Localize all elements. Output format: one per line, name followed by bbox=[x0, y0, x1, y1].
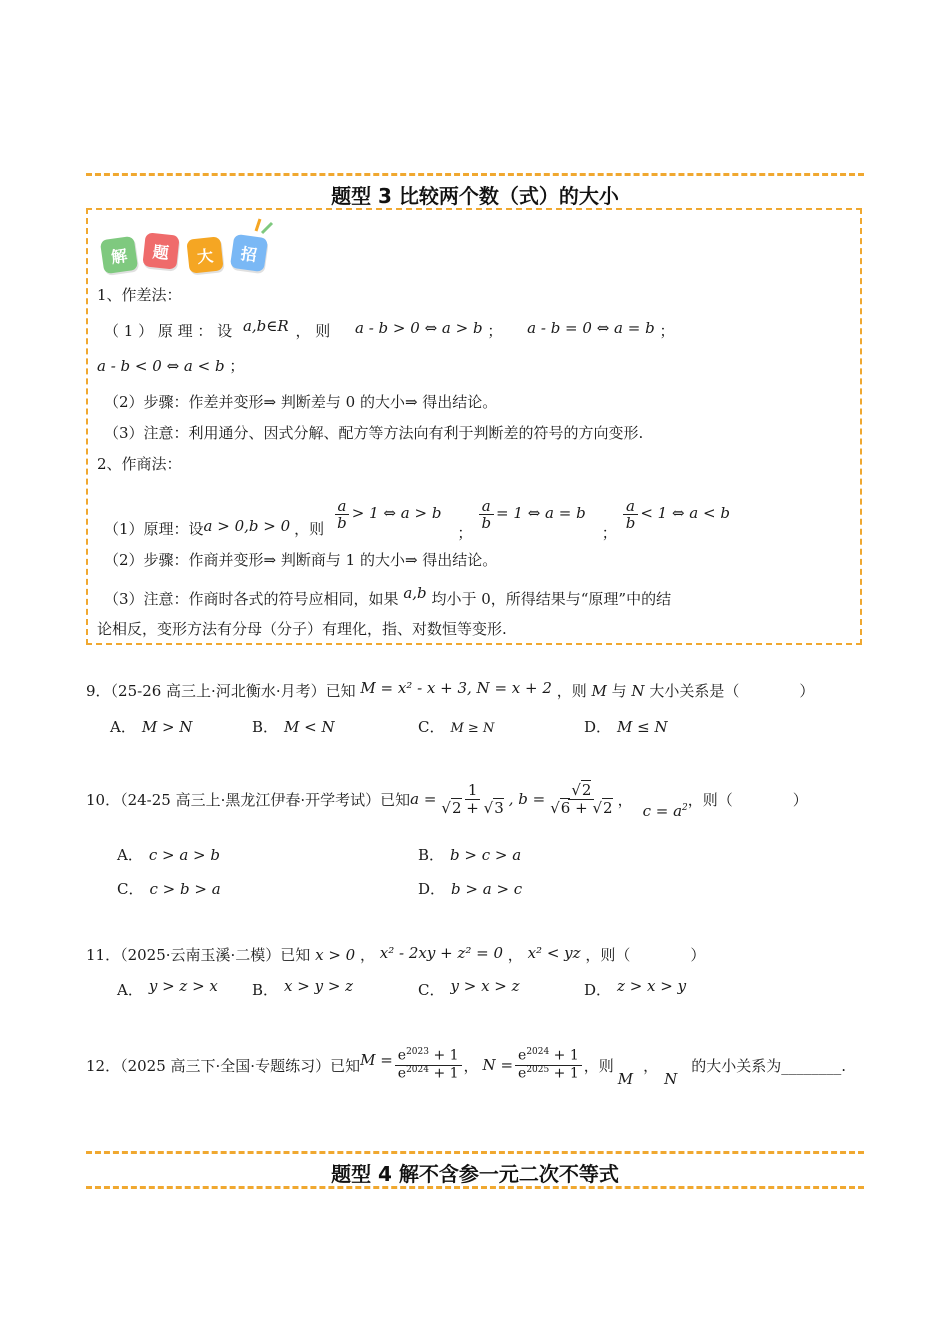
tips-line-1: 1、作差法： bbox=[97, 286, 182, 304]
tips-line-7b: a > 0,b > 0 bbox=[203, 516, 291, 535]
q11-option-a[interactable]: A． y > z > x bbox=[117, 977, 218, 999]
tips-line-9a: （3）注意：作商时各式的符号应相同，如果 bbox=[104, 590, 399, 608]
q11-stem-c: ， bbox=[359, 946, 375, 964]
q10-stem-a: 10．（24-25 高三上·黑龙江伊春·开学考试）已知 bbox=[86, 790, 411, 809]
q12-stem-e: ， bbox=[643, 1056, 659, 1075]
tips-line-9 bbox=[104, 584, 672, 609]
tips-line-9c: 均小于 0，所得结果与“原理”中的结 bbox=[431, 590, 672, 608]
q11-stem bbox=[86, 944, 705, 965]
badge-tile-2: 题 bbox=[142, 232, 179, 269]
section3-top-divider bbox=[86, 173, 864, 176]
section4-title: 题型 4 解不含参一元二次不等式 bbox=[331, 1162, 619, 1186]
q12-stem-f: N bbox=[664, 1070, 678, 1088]
tips-line-7 bbox=[104, 486, 730, 543]
q9-stem bbox=[86, 680, 814, 701]
tips-line-7f: < 1 ⇔ a < b bbox=[640, 503, 730, 522]
q9-stem-g: 大小关系是（ ） bbox=[649, 682, 815, 700]
quotient-fraction-1: $\frac{a}{b}$ bbox=[334, 498, 350, 532]
q9-stem-e: 与 bbox=[611, 682, 627, 700]
q10-a-fraction: $\frac{1}{√2 + √3}$ bbox=[441, 781, 504, 817]
q11-stem-e: ， bbox=[507, 946, 523, 964]
tips-line-7e: = 1 ⇔ a = b bbox=[496, 503, 586, 522]
q11-option-b[interactable]: B． x > y > z bbox=[252, 977, 354, 999]
tips-line-5: （3）注意：利用通分、因式分解、配方等方法向有利于判断差的符号的方向变形. bbox=[104, 424, 644, 442]
q9-option-c[interactable]: C． M ≥ N bbox=[418, 718, 495, 736]
q11-option-d[interactable]: D． z > x > y bbox=[584, 977, 687, 999]
tips-line-2 bbox=[104, 317, 675, 341]
q12-n-eq: N = bbox=[482, 1056, 514, 1074]
q9-option-d[interactable]: D． M ≤ N bbox=[584, 718, 668, 736]
q12-m-fraction: $\frac{e^{2023} + 1}{e^{2024} + 1}$ bbox=[395, 1048, 462, 1081]
q11-stem-b: x > 0 bbox=[315, 946, 356, 964]
tips-line-7d: > 1 ⇔ a > b bbox=[351, 503, 442, 522]
q9-stem-f: N bbox=[631, 682, 645, 700]
tips-line-8: （2）步骤：作商并变形⇒ 判断商与 1 的大小⇒ 得出结论。 bbox=[104, 551, 498, 569]
tips-line-9b: a,b bbox=[403, 584, 427, 602]
tips-line-2c: ， 则 bbox=[295, 322, 331, 340]
q10-stem-g: ，则（ ） bbox=[687, 790, 808, 809]
tips-semi-1: ； bbox=[457, 524, 473, 542]
q10-b-fraction: $\frac{√2}{√6 + √2}$ bbox=[550, 781, 613, 817]
q9-stem-b: M = x² - x + 3, N = x + 2 bbox=[360, 679, 552, 697]
tips-semi-2: ； bbox=[601, 524, 617, 542]
tips-line-2e: ； bbox=[487, 322, 503, 340]
q10-a-eq: a = bbox=[410, 790, 437, 808]
q12-stem-g: 的大小关系为________. bbox=[691, 1056, 847, 1075]
q10-option-d[interactable]: D． b > a > c bbox=[418, 880, 523, 898]
q11-stem-f: x² < yz bbox=[527, 944, 581, 962]
sparkle-icon bbox=[252, 213, 276, 235]
q10-comma: ， bbox=[617, 790, 633, 809]
tips-line-2b: a,b∈R bbox=[242, 317, 289, 335]
q9-stem-a: 9．（25-26 高三上·河北衡水·月考）已知 bbox=[86, 682, 356, 700]
q9-option-b[interactable]: B． M < N bbox=[252, 718, 335, 736]
tips-line-2d: a - b > 0 ⇔ a > b bbox=[355, 319, 483, 337]
q9-stem-d: M bbox=[591, 682, 607, 700]
badge-tile-1: 解 bbox=[100, 236, 138, 274]
q11-stem-d: x² - 2xy + z² = 0 bbox=[379, 944, 504, 962]
q12-n-fraction: $\frac{e^{2024} + 1}{e^{2025} + 1}$ bbox=[515, 1048, 582, 1081]
q10-b-eq: , b = bbox=[508, 790, 546, 808]
tips-line-10: 论相反，变形方法有分母（分子）有理化，指、对数恒等变形. bbox=[97, 620, 507, 638]
q11-option-c[interactable]: C． y > x > z bbox=[418, 977, 520, 999]
tips-line-2g: ； bbox=[659, 322, 675, 340]
q10-option-b[interactable]: B． b > c > a bbox=[418, 846, 522, 864]
q12-stem bbox=[86, 1042, 846, 1088]
tips-line-7c: ，则 bbox=[294, 520, 325, 538]
quotient-fraction-3: $\frac{a}{b}$ bbox=[623, 498, 639, 532]
tips-line-3b: ； bbox=[229, 357, 245, 375]
tips-line-7a: （1）原理：设 bbox=[104, 520, 204, 538]
q11-stem-g: ，则（ ） bbox=[585, 946, 706, 964]
badge-tile-4: 招 bbox=[230, 234, 268, 272]
q12-m-eq: M = bbox=[360, 1051, 393, 1069]
badge-tile-3: 大 bbox=[186, 236, 223, 273]
tips-line-2f: a - b = 0 ⇔ a = b bbox=[527, 319, 655, 337]
q10-option-a[interactable]: A． c > a > b bbox=[117, 846, 220, 864]
tips-line-4: （2）步骤：作差并变形⇒ 判断差与 0 的大小⇒ 得出结论。 bbox=[104, 393, 498, 411]
q10-c-eq: $c = a^2$ bbox=[642, 802, 688, 820]
q9-stem-c: ，则 bbox=[556, 682, 587, 700]
q12-comma1: ， bbox=[463, 1056, 479, 1075]
tips-line-3a: a - b < 0 ⇔ a < b bbox=[97, 357, 225, 375]
q12-stem-d: M bbox=[617, 1070, 634, 1088]
section4-top-divider bbox=[86, 1151, 864, 1154]
q11-stem-a: 11．（2025·云南玉溪·二模）已知 bbox=[86, 946, 311, 964]
q12-stem-a: 12．（2025 高三下·全国·专题练习）已知 bbox=[86, 1056, 361, 1075]
q10-stem bbox=[86, 778, 808, 820]
q10-option-c[interactable]: C． c > b > a bbox=[117, 880, 221, 898]
q9-option-a[interactable]: A． M > N bbox=[110, 718, 193, 736]
section4-bottom-divider bbox=[86, 1186, 864, 1189]
tips-line-2a: （ 1 ） 原 理 ： 设 bbox=[104, 322, 233, 340]
q12-stem-c: ，则 bbox=[583, 1056, 614, 1075]
tips-line-6: 2、作商法： bbox=[97, 455, 182, 473]
section3-title: 题型 3 比较两个数（式）的大小 bbox=[331, 184, 619, 208]
quotient-fraction-2: $\frac{a}{b}$ bbox=[478, 498, 494, 532]
tips-line-3 bbox=[97, 355, 244, 376]
